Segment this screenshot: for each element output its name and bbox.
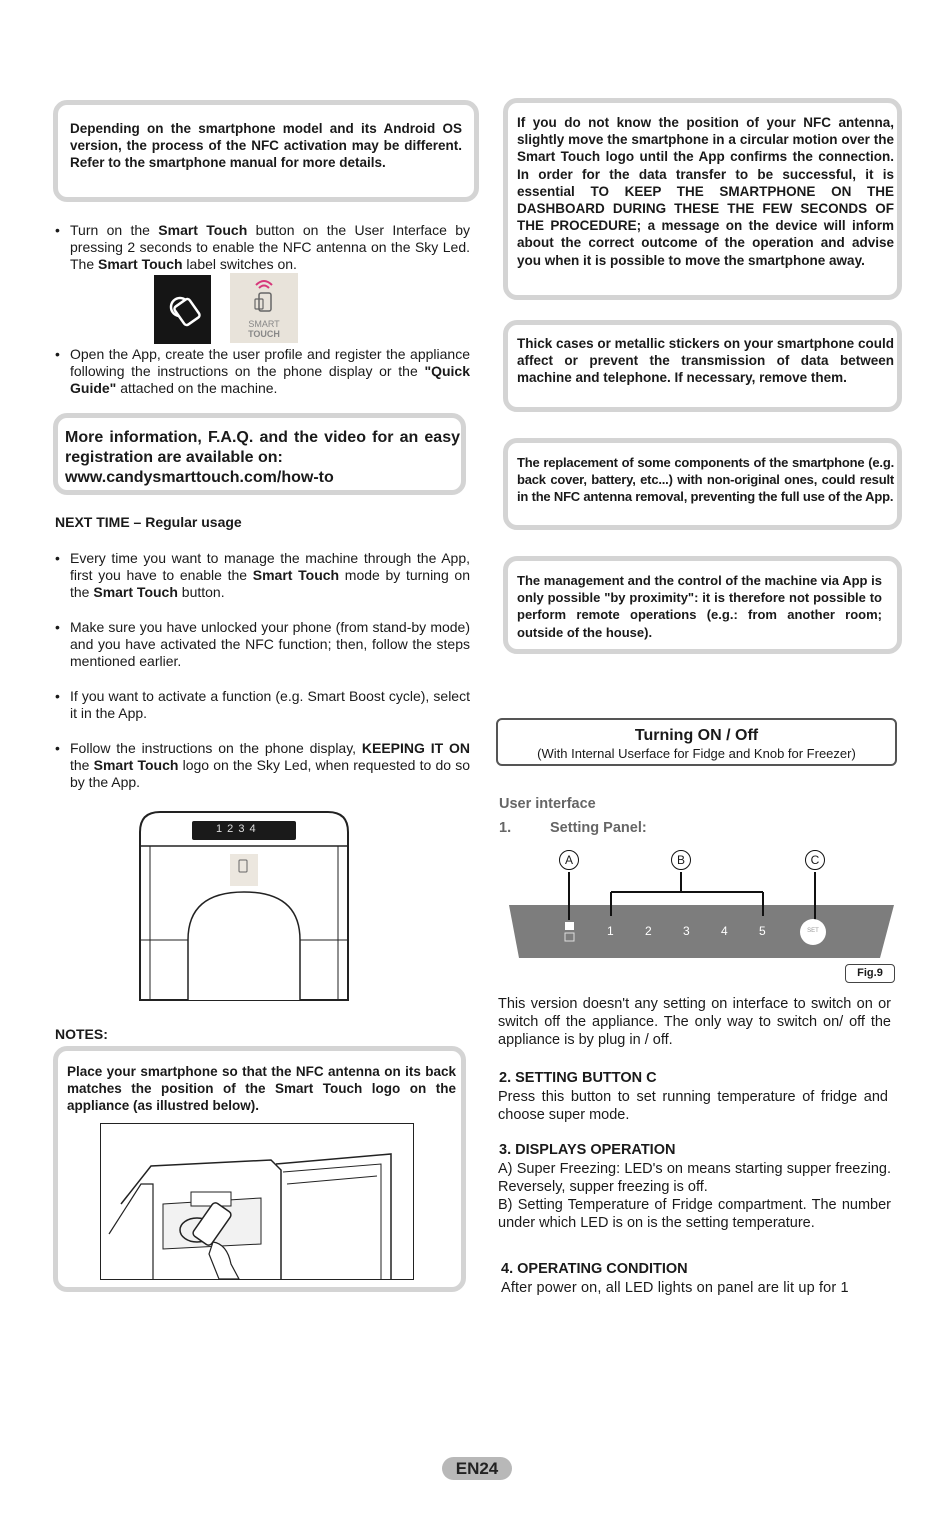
setting-panel-number: 1.	[499, 820, 512, 836]
version-paragraph: This version doesn't any setting on interface to switch on or switch off the appliance. The only way to switch on/ off the appliance is by plug in / off.	[498, 996, 891, 1049]
setting-panel-heading: Setting Panel:	[550, 820, 647, 836]
panel-number-5: 5	[759, 924, 766, 938]
setting-button-paragraph: Press this button to set running temperature of fridge and choose super mode.	[498, 1089, 888, 1124]
more-info-box	[53, 413, 466, 495]
page-number: EN24	[442, 1457, 512, 1480]
more-info-text: More information, F.A.Q. and the video for an easy registration are available on:	[65, 429, 460, 466]
thick-cases-note-box	[503, 320, 902, 412]
proximity-note-box	[503, 556, 902, 654]
bullet-open-app: • Open the App, create the user profile and register the appliance following the instructions on the phone display or the "Quick Guide" attached on the machine.	[55, 346, 470, 396]
operating-condition-paragraph: After power on, all LED lights on panel are lit up for 1	[501, 1280, 849, 1296]
fridge-temp-paragraph: B) Setting Temperature of Fridge compartment. The number under which LED is on is the setting temperature.	[498, 1197, 891, 1232]
nfc-position-note-box	[503, 98, 902, 300]
nfc-button-icon	[154, 275, 211, 344]
super-freezing-paragraph: A) Super Freezing: LED's on means starting supper freezing. Reversely, supper freezing is off.	[498, 1161, 891, 1196]
smart-touch-label-line1: SMART	[248, 319, 280, 329]
bullet-turn-on-smart-touch: • Turn on the Smart Touch button on the User Interface by pressing 2 seconds to enable the NFC antenna on the Sky Led. The Smart Touch label switches on.	[55, 222, 470, 272]
nfc-position-note-text: If you do not know the position of your NFC antenna, slightly move the smartphone in a circular motion over the Smart Touch logo until the App confirms the connection. In order for the data transfer to be successful, it is essential TO KEEP THE SMARTPHONE ON THE DASHBOARD DURING THESE THE FEW SECONDS OF THE PROCEDURE; a message on the device will inform about the correct outcome of the operation and advise you when it is possible to move the smartphone away.	[517, 115, 894, 268]
operating-condition-heading: 4. OPERATING CONDITION	[501, 1261, 688, 1277]
smartphone-model-note-text: Depending on the smartphone model and its Android OS version, the process of the NFC activation may be different. Refer to the smartphone manual for more details.	[70, 121, 462, 171]
callout-b: B	[671, 850, 691, 870]
setting-button-heading: 2. SETTING BUTTON C	[499, 1070, 657, 1086]
appliance-front-illustration	[138, 810, 350, 1002]
smartphone-model-note-box	[53, 100, 479, 202]
notes-text: Place your smartphone so that the NFC antenna on its back matches the position of the Smart Touch logo on the appliance (as illustred below).	[67, 1064, 456, 1114]
set-button[interactable]: SET	[807, 928, 819, 934]
setting-panel-figure	[505, 848, 897, 963]
notes-box	[53, 1046, 466, 1292]
bullet-activate-function: • If you want to activate a function (e.g. Smart Boost cycle), select it in the App.	[55, 688, 470, 721]
displays-operation-heading: 3. DISPLAYS OPERATION	[499, 1142, 676, 1158]
bullet-unlock-phone: • Make sure you have unlocked your phone (from stand-by mode) and you have activated the NFC function; then, follow the steps mentioned earlier.	[55, 619, 470, 669]
callout-c: C	[805, 850, 825, 870]
bullet-every-time: • Every time you want to manage the machine through the App, first you have to enable the Smart Touch mode by turning on the Smart Touch button.	[55, 550, 471, 600]
user-interface-heading: User interface	[499, 796, 596, 812]
section-title: Turning ON / Off	[634, 727, 759, 744]
panel-number-3: 3	[683, 924, 690, 938]
section-subtitle: (With Internal Userface for Fidge and Knob for Freezer)	[537, 746, 856, 761]
replacement-note-box	[503, 438, 902, 530]
section-title-box	[496, 718, 897, 766]
panel-number-1: 1	[607, 924, 614, 938]
display-panel-digits: 1 2 3 4	[216, 823, 257, 835]
callout-a: A	[559, 850, 579, 870]
more-info-url[interactable]: www.candysmarttouch.com/how-to	[65, 469, 334, 486]
smart-touch-label-line2: TOUCH	[248, 329, 280, 339]
next-time-heading: NEXT TIME – Regular usage	[55, 514, 242, 530]
figure-label: Fig.9	[845, 964, 895, 983]
bullet-follow-instructions: • Follow the instructions on the phone display, KEEPING IT ON the Smart Touch logo on the Sky Led, when requested to do so by the App.	[55, 740, 470, 790]
thick-cases-note-text: Thick cases or metallic stickers on your smartphone could affect or prevent the transmission of data between machine and telephone. If necessary, remove them.	[517, 336, 894, 386]
panel-number-2: 2	[645, 924, 652, 938]
phone-on-appliance-illustration	[100, 1123, 414, 1280]
smart-touch-label-icon	[230, 273, 298, 343]
panel-number-4: 4	[721, 924, 728, 938]
replacement-note-text: The replacement of some components of the smartphone (e.g. back cover, battery, etc...) with non-original ones, could result in the NFC antenna removal, preventing the full use of the App.	[517, 455, 894, 505]
proximity-note-text: The management and the control of the machine via App is only possible "by proximity": it is therefore not possible to perform remote operations (e.g.: from another room; outside of the house).	[517, 573, 882, 640]
notes-heading: NOTES:	[55, 1026, 108, 1042]
